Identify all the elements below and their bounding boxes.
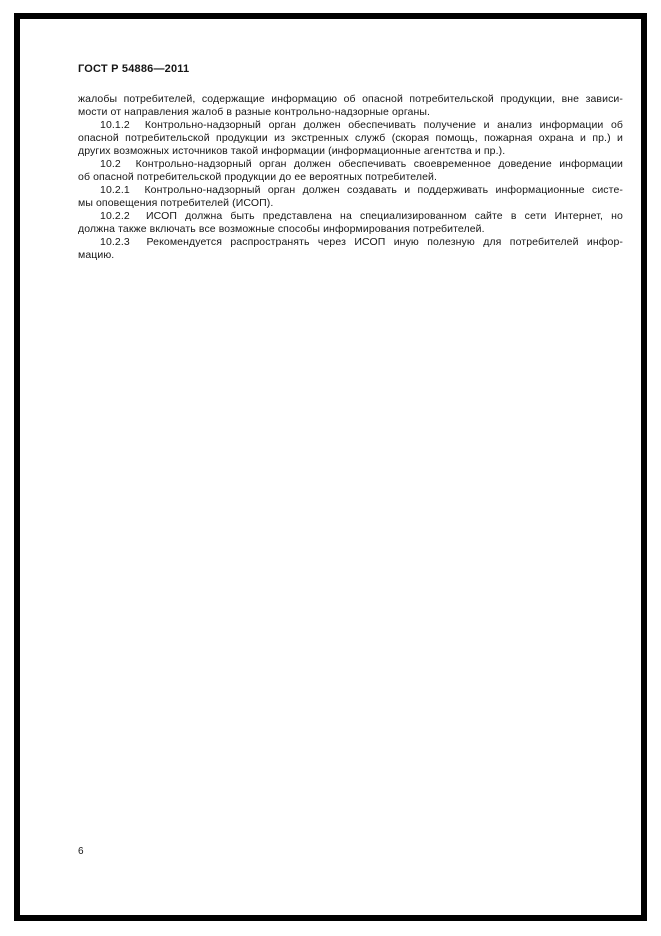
text-line: опасной потребительской продукции из экстренных служб (скорая помощь, пожарная охрана и пр.) и xyxy=(78,132,623,144)
text-line: должна также включать все возможные способы информирования потребителей. xyxy=(78,223,485,235)
text-line: 10.2.2 ИСОП должна быть представлена на специализированном сайте в сети Интернет, но xyxy=(100,210,623,222)
document-header-title: ГОСТ Р 54886—2011 xyxy=(78,63,190,75)
text-line: мацию. xyxy=(78,249,115,261)
text-line: мы оповещения потребителей (ИСОП). xyxy=(78,197,274,209)
text-line: других возможных источников такой информации (информационные агентства и пр.). xyxy=(78,145,506,157)
text-line: 10.2.3 Рекомендуется распространять через ИСОП иную полезную для потребителей инфор- xyxy=(100,236,623,248)
text-line: 10.1.2 Контрольно-надзорный орган должен обеспечивать получение и анализ информации об xyxy=(100,119,623,131)
text-line: 10.2.1 Контрольно-надзорный орган должен создавать и поддерживать информационные систе- xyxy=(100,184,623,196)
body-text xyxy=(78,93,623,262)
text-line: мости от направления жалоб в разные контрольно-надзорные органы. xyxy=(78,106,431,118)
page-number: 6 xyxy=(78,846,84,857)
text-line: об опасной потребительской продукции до ее вероятных потребителей. xyxy=(78,171,438,183)
text-line: жалобы потребителей, содержащие информацию об опасной потребительской продукции, вне зависи- xyxy=(78,93,623,105)
text-line: 10.2 Контрольно-надзорный орган должен обеспечивать своевременное доведение информации xyxy=(100,158,623,170)
